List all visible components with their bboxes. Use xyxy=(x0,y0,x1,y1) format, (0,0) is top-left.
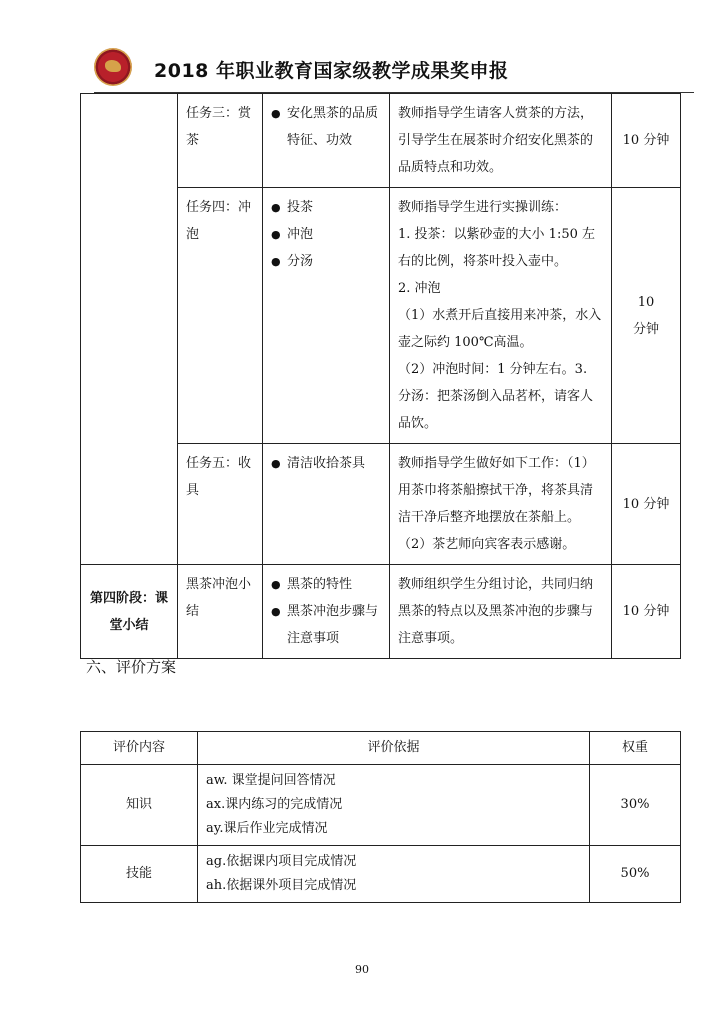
time-cell: 10 分钟 xyxy=(612,565,681,659)
key-point: ● 分汤 xyxy=(271,248,381,275)
section-title: 六、评价方案 xyxy=(86,658,177,676)
key-points-cell xyxy=(263,188,390,444)
activity-cell xyxy=(390,444,612,565)
key-points-cell xyxy=(263,444,390,565)
activity-cell xyxy=(390,565,612,659)
stage-cell xyxy=(81,94,178,565)
basis-line: ag.依据课内项目完成情况 xyxy=(206,854,357,869)
school-logo-icon xyxy=(94,48,132,86)
key-point: ● 清洁收拾茶具 xyxy=(271,450,381,477)
key-point: ● 投茶 xyxy=(271,194,381,221)
evaluation-header-cell: 评价依据 xyxy=(198,732,590,765)
evaluation-basis-cell xyxy=(198,846,590,903)
basis-line: aw. 课堂提问回答情况 xyxy=(206,773,336,788)
activity-line: 教师组织学生分组讨论，共同归纳黑茶的特点以及黑茶冲泡的步骤与注意事项。 xyxy=(398,577,594,646)
key-points-cell xyxy=(263,94,390,188)
activity-line: （2）冲泡时间：1 分钟左右。3. 分汤：把茶汤倒入品茗杯，请客人品饮。 xyxy=(398,362,594,431)
time-cell: 10 分钟 xyxy=(612,94,681,188)
activity-line: 2. 冲泡 xyxy=(398,281,441,296)
key-point: ● 安化黑茶的品质特征、功效 xyxy=(271,100,381,154)
evaluation-header-cell: 权重 xyxy=(590,732,681,765)
time-cell: 10 分钟 xyxy=(612,444,681,565)
table-row xyxy=(81,846,681,903)
key-point: ● 黑茶冲泡步骤与注意事项 xyxy=(271,598,381,652)
teaching-plan-table xyxy=(80,93,681,659)
evaluation-table xyxy=(80,731,681,903)
evaluation-header-cell: 评价内容 xyxy=(81,732,198,765)
header-title: 2018 年职业教育国家级教学成果奖申报 xyxy=(154,60,509,82)
basis-line: ax.课内练习的完成情况 xyxy=(206,797,343,812)
basis-line: ay.课后作业完成情况 xyxy=(206,821,328,836)
evaluation-item-cell: 知识 xyxy=(81,765,198,846)
key-points-cell xyxy=(263,565,390,659)
task-cell: 任务四：冲泡 xyxy=(178,188,263,444)
page-header xyxy=(94,44,694,94)
table-row xyxy=(81,765,681,846)
time-cell: 10 分钟 xyxy=(612,188,681,444)
evaluation-body xyxy=(81,765,681,903)
evaluation-item-cell: 技能 xyxy=(81,846,198,903)
task-cell: 任务五：收具 xyxy=(178,444,263,565)
table-row xyxy=(81,565,681,659)
table-row xyxy=(81,94,681,188)
page-number: 90 xyxy=(355,963,369,976)
key-point: ● 黑茶的特性 xyxy=(271,571,381,598)
evaluation-weight-cell: 30% xyxy=(590,765,681,846)
activity-cell xyxy=(390,94,612,188)
task-cell: 黑茶冲泡小结 xyxy=(178,565,263,659)
activity-line: 教师指导学生做好如下工作：（1）用茶巾将茶船擦拭干净，将茶具清洁干净后整齐地摆放在茶船上。 xyxy=(398,456,595,525)
teaching-plan-body xyxy=(81,94,681,659)
evaluation-basis-cell xyxy=(198,765,590,846)
key-point: ● 冲泡 xyxy=(271,221,381,248)
task-cell: 任务三：赏茶 xyxy=(178,94,263,188)
activity-line: 1. 投茶：以紫砂壶的大小 1:50 左右的比例，将茶叶投入壶中。 xyxy=(398,227,595,269)
activity-line: 教师指导学生请客人赏茶的方法，引导学生在展茶时介绍安化黑茶的品质特点和功效。 xyxy=(398,106,594,175)
activity-line: （1）水煮开后直接用来冲茶，水入壶之际约 100℃高温。 xyxy=(398,308,602,350)
basis-line: ah.依据课外项目完成情况 xyxy=(206,878,357,893)
activity-line: 教师指导学生进行实操训练： xyxy=(398,200,568,215)
activity-cell xyxy=(390,188,612,444)
evaluation-header-row xyxy=(81,732,681,765)
activity-line: （2）茶艺师向宾客表示感谢。 xyxy=(398,537,576,552)
stage-cell: 第四阶段：课堂小结 xyxy=(81,565,178,659)
evaluation-weight-cell: 50% xyxy=(590,846,681,903)
